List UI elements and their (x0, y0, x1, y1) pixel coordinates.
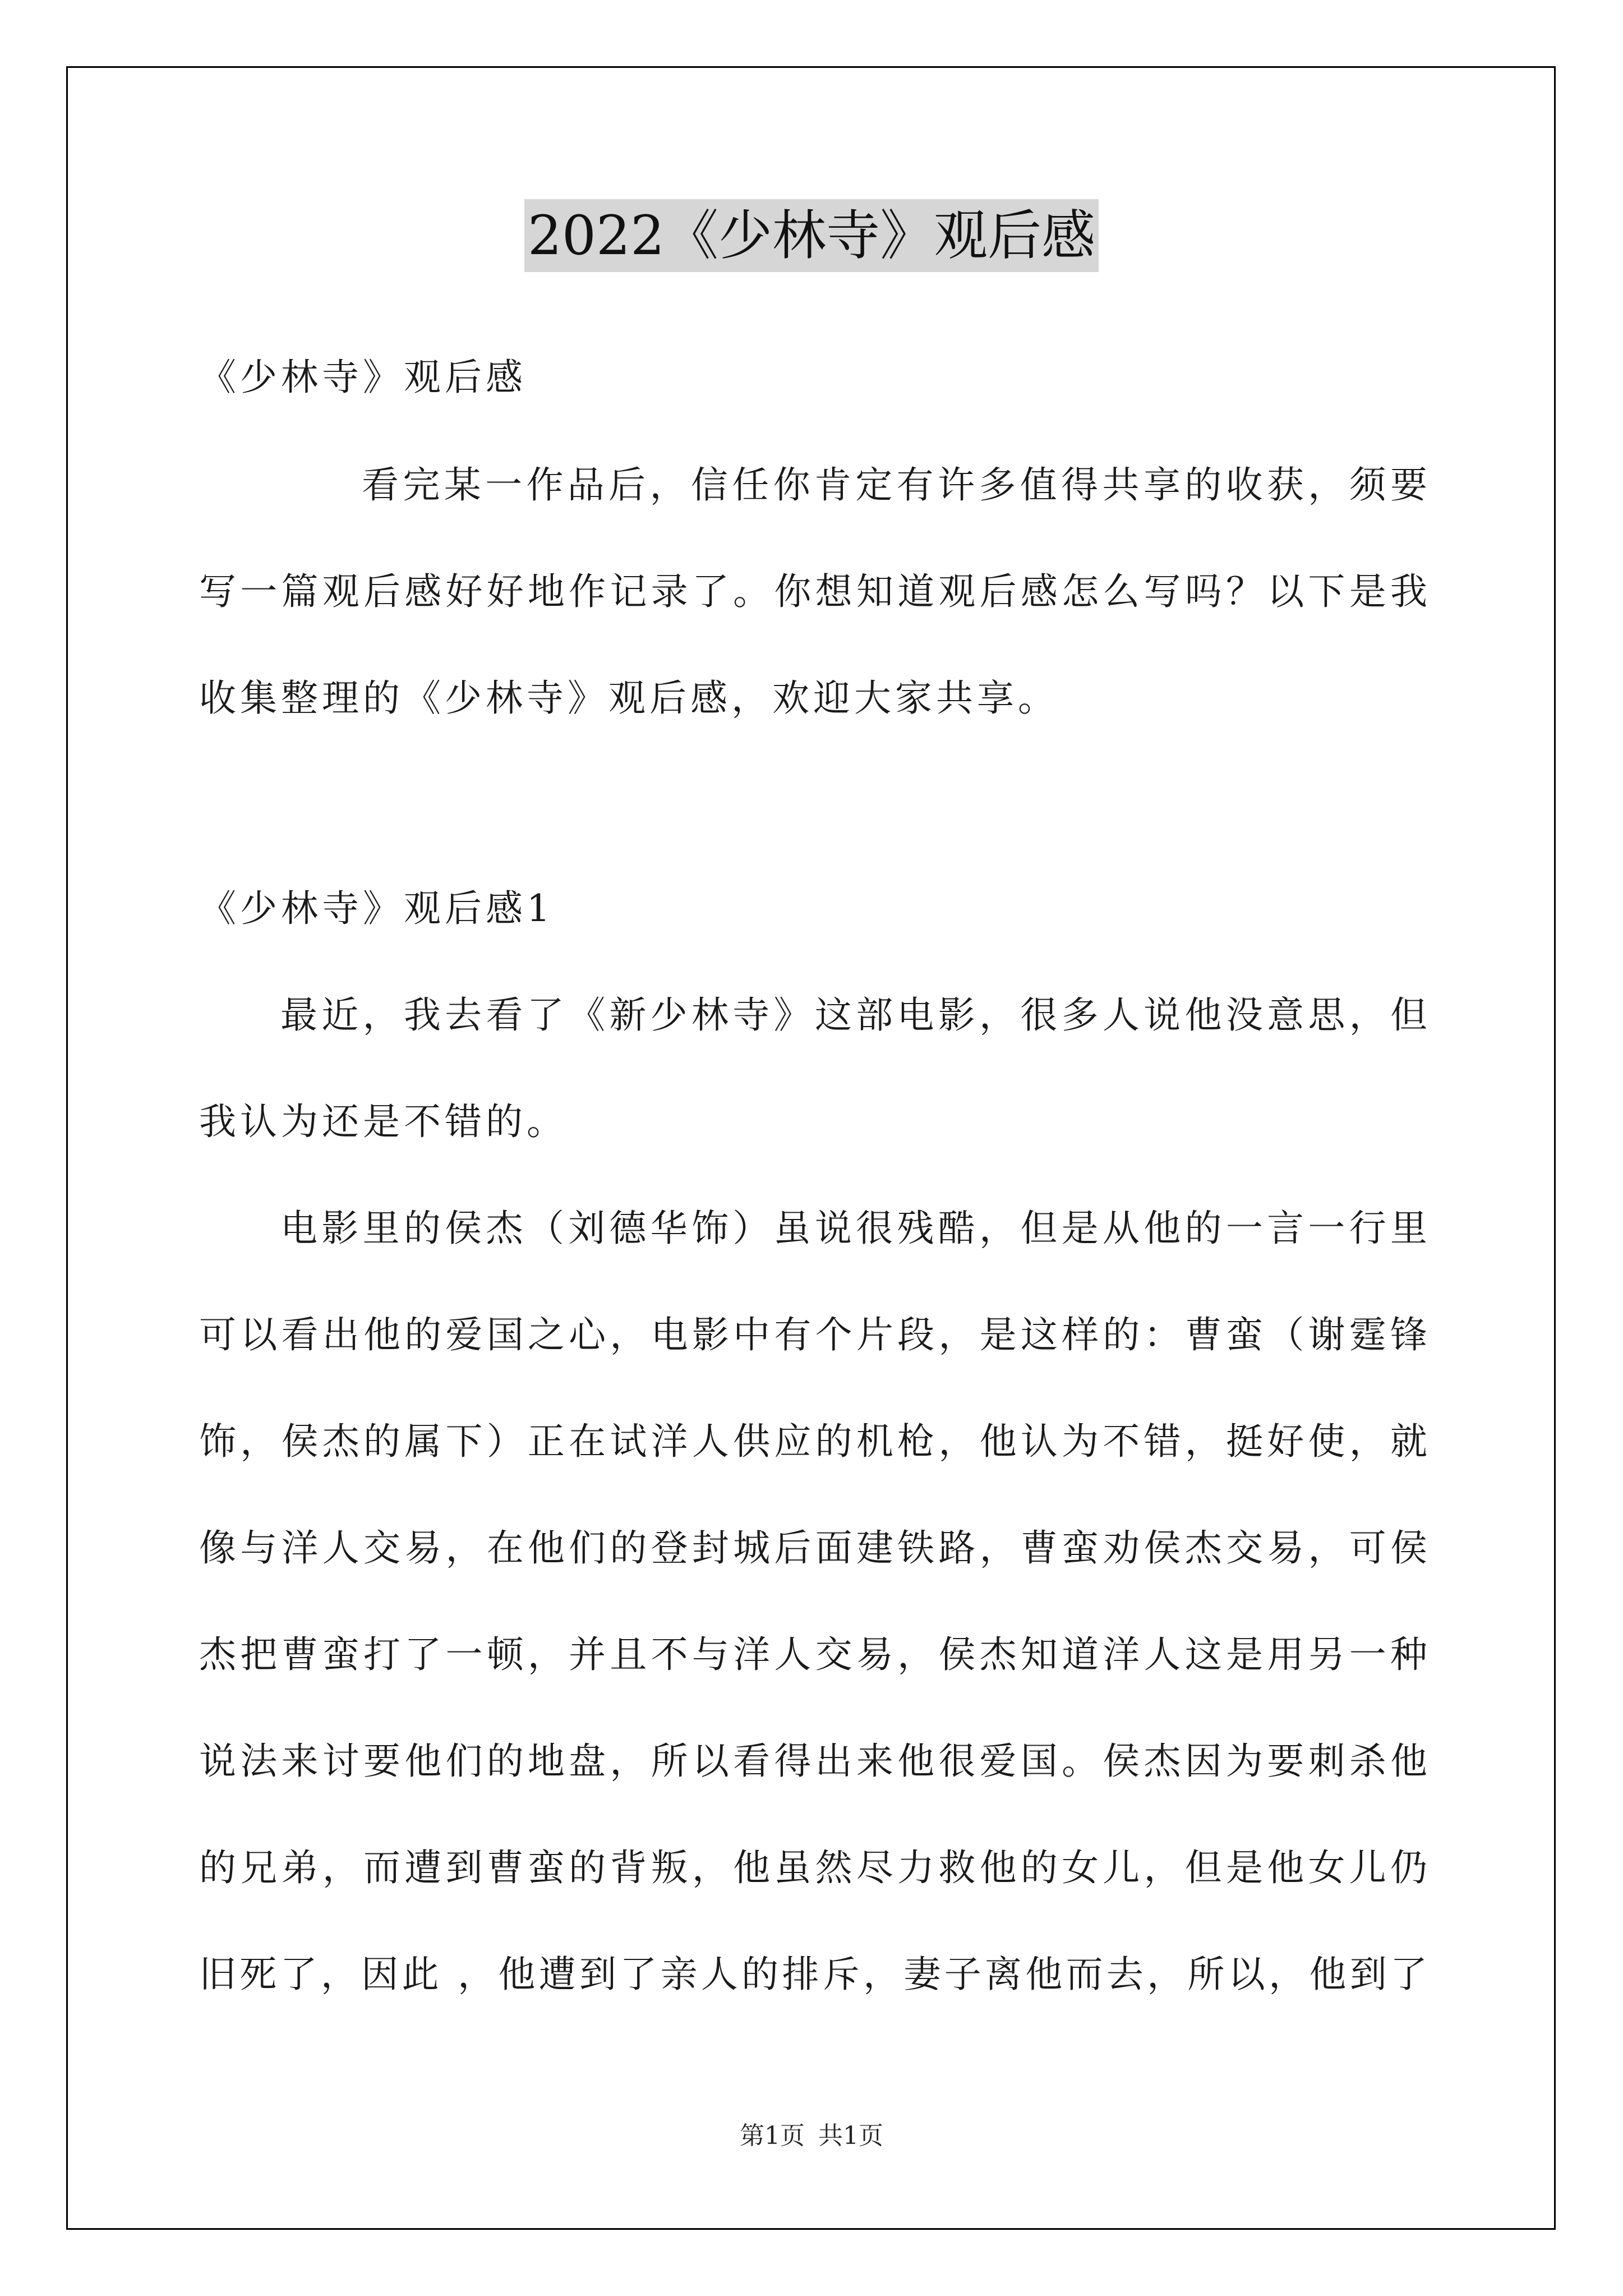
paragraph-line: 电影里的侯杰（刘德华饰）虽说很残酷，但是从他的一言一行里 (280, 1207, 1427, 1250)
page-number-total: 共1页 (818, 2122, 883, 2150)
document-title: 2022《少林寺》观后感 (524, 199, 1099, 272)
paragraph-line: 我认为还是不错的。 (199, 1100, 568, 1143)
paragraph-line: 像与洋人交易，在他们的登封城后面建铁路，曹蛮劝侯杰交易，可侯 (199, 1526, 1427, 1570)
paragraph-line: 说法来讨要他们的地盘，所以看得出来他很爱国。侯杰因为要刺杀他 (199, 1740, 1427, 1783)
paragraph-line: 旧死了，因此 ，他遭到了亲人的排斥，妻子离他而去，所以，他到了 (199, 1953, 1427, 1996)
paragraph-line: 的兄弟，而遭到曹蛮的背叛，他虽然尽力救他的女儿，但是他女儿仍 (199, 1846, 1427, 1889)
paragraph-line: 饰，侯杰的属下）正在试洋人供应的机枪，他认为不错，挺好使，就 (199, 1420, 1427, 1463)
intro-heading: 《少林寺》观后感 (199, 356, 527, 399)
paragraph-line: 杰把曹蛮打了一顿，并且不与洋人交易，侯杰知道洋人这是用另一种 (199, 1633, 1427, 1676)
title-container (0, 199, 1623, 272)
paragraph-line: 看完某一作品后，信任你肯定有许多值得共享的收获，须要 (362, 463, 1427, 507)
page-footer (0, 2119, 1623, 2153)
paragraph-line: 写一篇观后感好好地作记录了。你想知道观后感怎么写吗？以下是我 (199, 570, 1427, 613)
paragraph-line: 可以看出他的爱国之心，电影中有个片段，是这样的：曹蛮（谢霆锋 (199, 1313, 1427, 1356)
page-number-current: 第1页 (740, 2122, 805, 2150)
paragraph-line: 收集整理的《少林寺》观后感，欢迎大家共享。 (199, 677, 1059, 720)
paragraph-line: 最近，我去看了《新少林寺》这部电影，很多人说他没意思，但 (280, 993, 1427, 1037)
section-heading: 《少林寺》观后感1 (199, 887, 554, 930)
